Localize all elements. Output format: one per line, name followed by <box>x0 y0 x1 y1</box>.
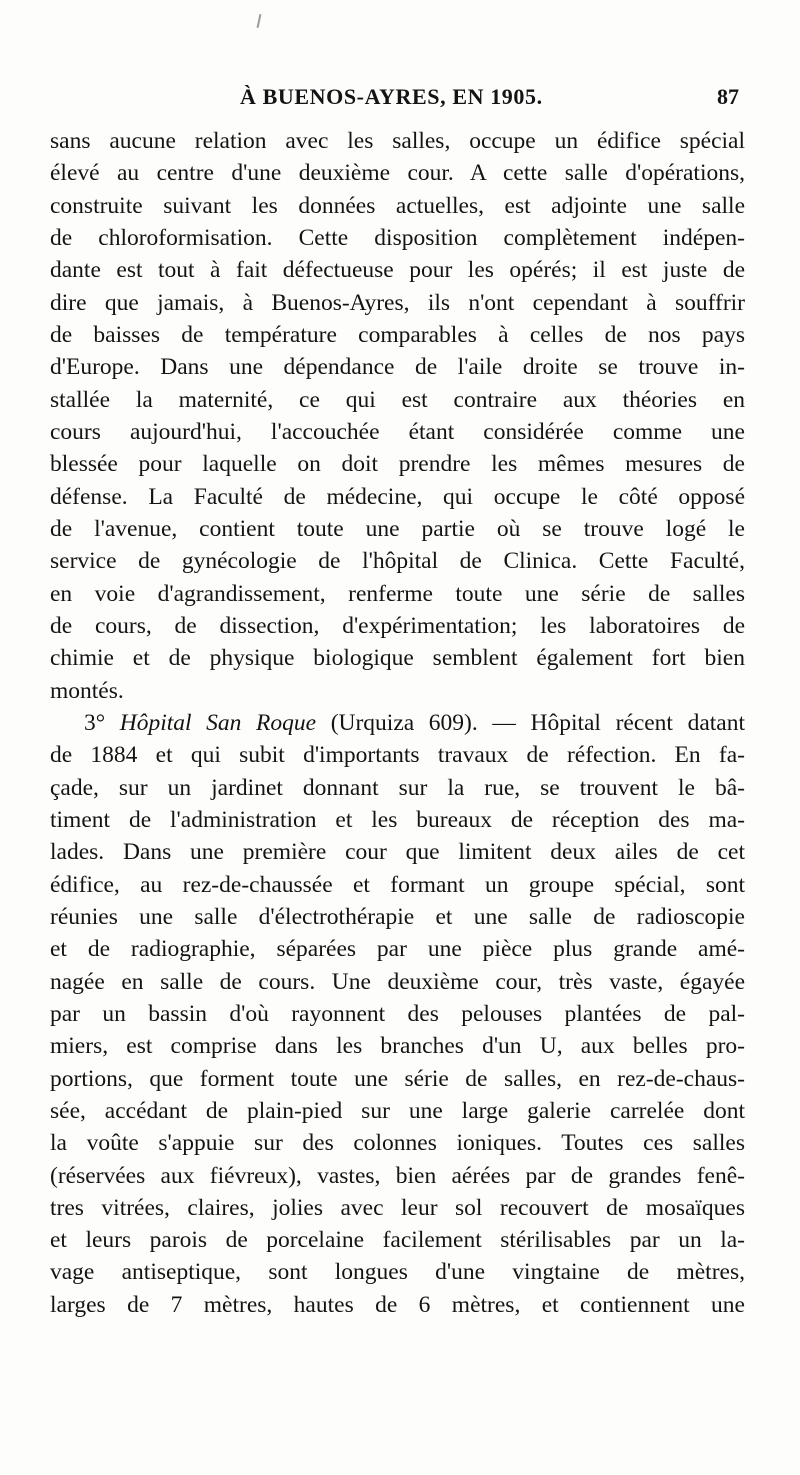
page-header <box>50 84 745 118</box>
text-line: de baisses de température comparables à celles de nos pays <box>50 321 745 348</box>
text-line: lades. Dans une première cour que limitent deux ailes de cet <box>50 839 745 866</box>
text-line: sans aucune relation avec les salles, occupe un édifice spécial <box>50 128 745 154</box>
text-line: d'Europe. Dans une dépendance de l'aile droite se trouve in- <box>50 354 745 381</box>
text-line: édifice, au rez-de-chaussée et formant un groupe spécial, sont <box>50 871 745 898</box>
text-line: en voie d'agrandissement, renferme toute une série de salles <box>50 580 745 607</box>
text-line: la voûte s'appuie sur des colonnes ioniques. Toutes ces salles <box>50 1130 745 1157</box>
body-text <box>50 125 745 1321</box>
text-line: chimie et de physique biologique semblent également fort bien <box>50 645 745 672</box>
text-line: tres vitrées, claires, jolies avec leur sol recouvert de mosaïques <box>50 1194 745 1221</box>
paragraph-1 <box>50 125 745 707</box>
text-line: par un bassin d'où rayonnent des pelouses plantées de pal- <box>50 1000 745 1027</box>
text-line: çade, sur un jardinet donnant sur la rue, se trouvent le bâ- <box>50 774 745 801</box>
text-line: stallée la maternité, ce qui est contraire aux théories en <box>50 386 745 413</box>
text-line: (réservées aux fiévreux), vastes, bien aérées par de grandes fenê- <box>50 1162 745 1189</box>
text-line: vage antiseptique, sont longues d'une vingtaine de mètres, <box>50 1259 745 1286</box>
text-line: larges de 7 mètres, hautes de 6 mètres, et contiennent une <box>50 1291 745 1318</box>
text-line: construite suivant les données actuelles, est adjointe une salle <box>50 192 745 219</box>
text-line: blessée pour laquelle on doit prendre les mêmes mesures de <box>50 451 745 478</box>
text-line: et leurs parois de porcelaine facilement stérilisables par un la- <box>50 1227 745 1254</box>
text-line: et de radiographie, séparées par une pièce plus grande amé- <box>50 936 745 963</box>
running-title: À BUENOS-AYRES, EN 1905. <box>240 84 543 109</box>
text-line: montés. <box>50 677 124 704</box>
text-line: de chloroformisation. Cette disposition complètement indépen- <box>50 224 745 251</box>
section-first-line: (Urquiza 609). — Hôpital récent datant <box>330 709 745 736</box>
paragraph-2 <box>50 707 745 1321</box>
text-line: dante est tout à fait défectueuse pour les opérés; il est juste de <box>50 257 745 284</box>
text-line: timent de l'administration et les bureaux de réception des ma- <box>50 806 745 833</box>
text-line: élevé au centre d'une deuxième cour. A cette salle d'opérations, <box>50 160 745 187</box>
text-line: service de gynécologie de l'hôpital de Clinica. Cette Faculté, <box>50 548 745 575</box>
text-line: défense. La Faculté de médecine, qui occupe le côté opposé <box>50 483 745 510</box>
page-number: 87 <box>717 84 739 109</box>
text-line: nagée en salle de cours. Une deuxième cour, très vaste, égayée <box>50 968 745 995</box>
text-line: cours aujourd'hui, l'accouchée étant considérée comme une <box>50 418 745 445</box>
text-line: réunies une salle d'électrothérapie et une salle de radioscopie <box>50 903 745 930</box>
scan-mark <box>257 14 262 28</box>
text-line: miers, est comprise dans les branches d'un U, aux belles pro- <box>50 1033 745 1060</box>
text-line: portions, que forment toute une série de salles, en rez-de-chaus- <box>50 1065 745 1092</box>
text-line: dire que jamais, à Buenos-Ayres, ils n'ont cependant à souffrir <box>50 289 745 316</box>
text-line: de l'avenue, contient toute une partie où se trouve logé le <box>50 515 745 542</box>
section-title: Hôpital San Roque <box>119 709 317 736</box>
text-line: de 1884 et qui subit d'importants travaux de réfection. En fa- <box>50 742 745 769</box>
section-number: 3° <box>84 709 106 736</box>
text-line: sée, accédant de plain-pied sur une large galerie carrelée dont <box>50 1097 745 1124</box>
section-heading-line <box>50 707 745 739</box>
text-line: de cours, de dissection, d'expérimentation; les laboratoires de <box>50 612 745 639</box>
